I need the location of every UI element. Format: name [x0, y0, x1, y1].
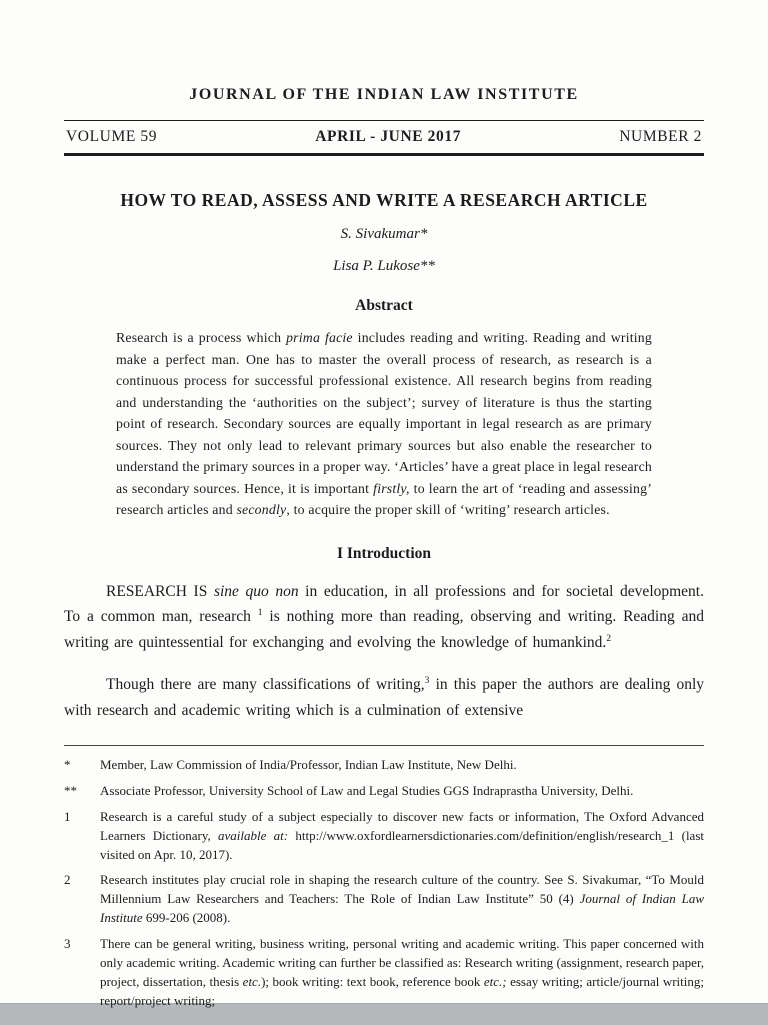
abstract-heading: Abstract	[355, 297, 413, 314]
journal-header: JOURNAL OF THE INDIAN LAW INSTITUTE	[189, 86, 579, 103]
footnote-marker: *	[64, 757, 71, 773]
masthead-rule	[64, 153, 704, 156]
issue-label: APRIL - JUNE 2017	[315, 128, 462, 145]
footnote-marker: **	[64, 783, 77, 799]
paragraph-2: Though there are many classifications of writing,$^3$ in this paper the authors are dealing only with research and academic writing which is a culmination of extensive	[64, 674, 704, 719]
footnote-row	[64, 808, 704, 865]
article-title: HOW TO READ, ASSESS AND WRITE A RESEARCH ARTICLE	[120, 190, 648, 210]
footnote-text: Research institutes play crucial role in shaping the research culture of the country. See S. Sivakumar, “To Mould Millennium Law Researchers and Teachers: The Role of Indian Law Institute” 50 (4) Journal of Indian Law Institute 699-206 (2008).	[100, 872, 704, 926]
footnote-text: Associate Professor, University School of Law and Legal Studies GGS Indraprastha University, Delhi.	[100, 783, 634, 799]
footnote-row	[64, 871, 704, 928]
footnote-row	[64, 782, 704, 801]
author-line-2: Lisa P. Lukose**	[333, 258, 435, 274]
volume-label: VOLUME 59	[66, 128, 158, 145]
footnote-text: There can be general writing, business writing, personal writing and academic writing. This paper concerned with only academic writing. Academic writing can further be classified as: Research writing (assignment, research paper, project, dissertation, thesis etc.); book writing: text book, reference book etc.; essay writing; article/journal writing; report/project writing;	[100, 935, 704, 1008]
author-line-1: S. Sivakumar*	[340, 226, 428, 242]
masthead-row	[64, 121, 704, 153]
paragraph-1: RESEARCH IS sine quo non in education, in all professions and for societal development. To a common man, research $^1$ is nothing more than reading, observing and writing. Reading and writing are quintessential for exchanging and evolving the knowledge of humankind.$^2$	[64, 582, 704, 652]
footnote-marker: 1	[64, 808, 71, 824]
footnote-marker: 2	[64, 872, 71, 888]
number-label: NUMBER 2	[619, 128, 702, 145]
footnote-marker: 3	[64, 935, 71, 951]
abstract-text: Research is a process which prima facie includes reading and writing. Reading and writing make a perfect man. One has to master the overall process of research, as research is a continuous process for successful professional existence. All research begins from reading and understanding the ‘authorities on the subject’; survey of literature is thus the starting point of research. Secondary sources are equally important in legal research as are primary sources. They not only lead to relevant primary sources but also enable the researcher to understand the primary sources in a proper way. ‘Articles’ have a great place in legal research as secondary sources. Hence, it is important firstly, to learn the art of ‘reading and assessing’ research articles and secondly, to acquire the proper skill of ‘writing’ research articles.	[116, 330, 652, 518]
footnote-row	[64, 756, 704, 775]
footnote-row	[64, 935, 704, 1010]
footnote-text: Member, Law Commission of India/Professor, Indian Law Institute, New Delhi.	[100, 757, 517, 773]
section-heading: I Introduction	[336, 544, 432, 562]
footnote-text: Research is a careful study of a subject especially to discover new facts or information, The Oxford Advanced Learners Dictionary, available at: http://www.oxfordlearnersdictionaries.com/definition/english/research_1 (last visited on Apr. 10, 2017).	[100, 808, 704, 862]
footnote-separator	[64, 745, 704, 746]
